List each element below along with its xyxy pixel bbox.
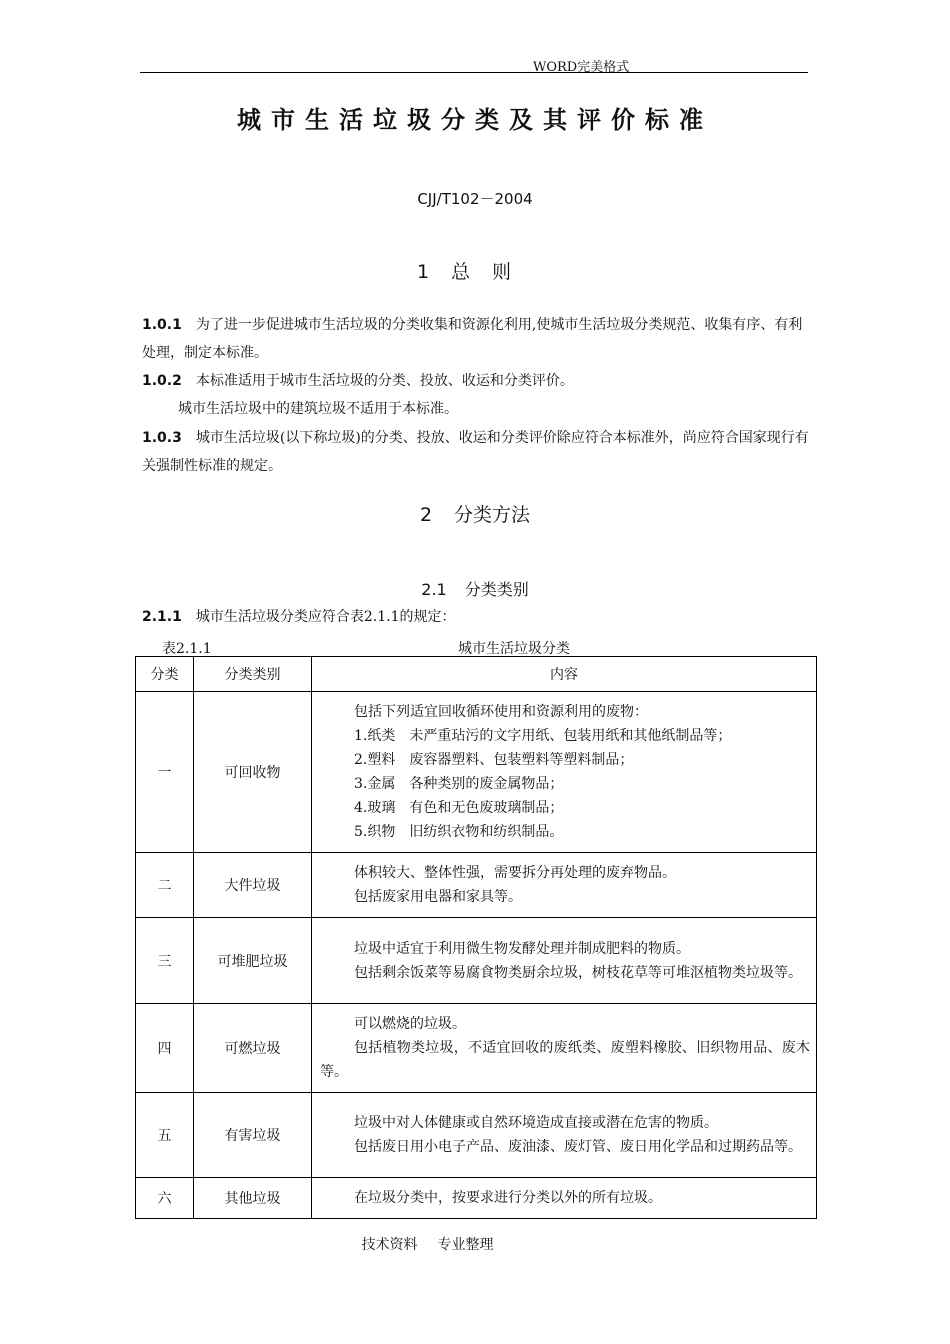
content-item: 3.金属 各种类别的废金属物品； [354,776,564,792]
clause-number: 1.0.2 [142,373,182,389]
chapter-title: 总则 [451,261,534,283]
chapter-1-heading [0,257,950,284]
row-content [312,1178,817,1219]
table-row [136,692,817,853]
clause-number: 1.0.1 [142,317,182,333]
page-header: WORD完美格式 [533,60,630,75]
clause-1-0-3 [142,424,812,480]
row-content [312,853,817,918]
page-footer [0,1234,855,1254]
content-item: 2.塑料 废容器塑料、包装塑料等塑料制品； [354,752,634,768]
clause-text: 城市生活垃圾分类应符合表2.1.1的规定： [195,609,456,625]
section-number: 2.1 [421,580,447,599]
footer-right: 专业整理 [437,1237,494,1253]
row-id: 五 [136,1093,194,1178]
content-line: 包括下列适宜回收循环使用和资源利用的废物： [354,704,648,720]
table-header-row [136,657,817,692]
row-content [312,1004,817,1093]
section-title: 分类类别 [464,580,529,599]
table-row [136,1093,817,1178]
content-line: 在垃圾分类中，按要求进行分类以外的所有垃圾。 [354,1190,662,1206]
content-line: 包括植物类垃圾，不适宜回收的废纸类、废塑料橡胶、旧织物用品、废木等。 [320,1040,810,1080]
table-row [136,918,817,1004]
content-line: 垃圾中适宜于利用微生物发酵处理并制成肥料的物质。 [354,940,690,957]
row-content [312,918,817,1004]
row-id: 二 [136,853,194,918]
chapter-title: 分类方法 [454,504,531,526]
standard-code: CJJ/T102－2004 [417,190,533,208]
table-row [136,853,817,918]
row-category: 可燃垃圾 [194,1004,312,1093]
clause-text: 本标准适用于城市生活垃圾的分类、投放、收运和分类评价。 [195,373,574,389]
clause-text: 为了进一步促进城市生活垃圾的分类收集和资源化利用,使城市生活垃圾分类规范、收集有序、有利处理，制定本标准。 [142,317,803,361]
table-number: 表2.1.1 [162,641,212,657]
header-cell: 分类 [136,657,194,692]
row-category: 大件垃圾 [194,853,312,918]
row-category: 可回收物 [194,692,312,853]
row-id: 一 [136,692,194,853]
clause-number: 2.1.1 [142,609,182,625]
header-cell: 分类类别 [194,657,312,692]
row-id: 三 [136,918,194,1004]
clause-2-1-1 [142,603,812,631]
row-category: 有害垃圾 [194,1093,312,1178]
content-item: 5.织物 旧纺织衣物和纺织制品。 [354,824,564,840]
chapter-number: 1 [416,261,430,283]
clause-1-0-2 [142,367,812,423]
content-line: 包括废家用电器和家具等。 [354,889,522,905]
footer-left: 技术资料 [361,1237,418,1253]
row-content [312,1093,817,1178]
document-title: 城市生活垃圾分类及其评价标准 [237,105,713,134]
content-line: 体积较大、整体性强，需要拆分再处理的废弃物品。 [354,865,676,881]
section-2-1-heading [0,577,950,600]
table-title: 城市生活垃圾分类 [458,641,570,657]
row-category: 可堆肥垃圾 [194,918,312,1004]
row-content [312,692,817,853]
content-line: 包括废日用小电子产品、废油漆、废灯管、废日用化学品和过期药品等。 [354,1139,802,1155]
table-row [136,1178,817,1219]
chapter-number: 2 [419,504,433,526]
content-item: 4.玻璃 有色和无色废玻璃制品； [354,800,564,816]
content-item: 1.纸类 未严重玷污的文字用纸、包装用纸和其他纸制品等； [354,728,732,744]
header-cell: 内容 [312,657,817,692]
clause-text: 城市生活垃圾(以下称垃圾)的分类、投放、收运和分类评价除应符合本标准外，尚应符合国家现行有关强制性标准的规定。 [142,430,809,474]
content-line: 垃圾中对人体健康或自然环境造成直接或潜在危害的物质。 [354,1115,718,1131]
chapter-2-heading [0,500,950,527]
clause-extra-text: 城市生活垃圾中的建筑垃圾不适用于本标准。 [178,401,458,417]
classification-table [135,656,817,1219]
row-category: 其他垃圾 [194,1178,312,1219]
clause-1-0-1 [142,311,812,367]
clause-number: 1.0.3 [142,430,182,446]
header-rule [140,72,808,73]
content-line: 包括剩余饭菜等易腐食物类厨余垃圾，树枝花草等可堆沤植物类垃圾等。 [354,964,802,981]
content-line: 可以燃烧的垃圾。 [354,1016,466,1032]
table-row [136,1004,817,1093]
row-id: 六 [136,1178,194,1219]
row-id: 四 [136,1004,194,1093]
